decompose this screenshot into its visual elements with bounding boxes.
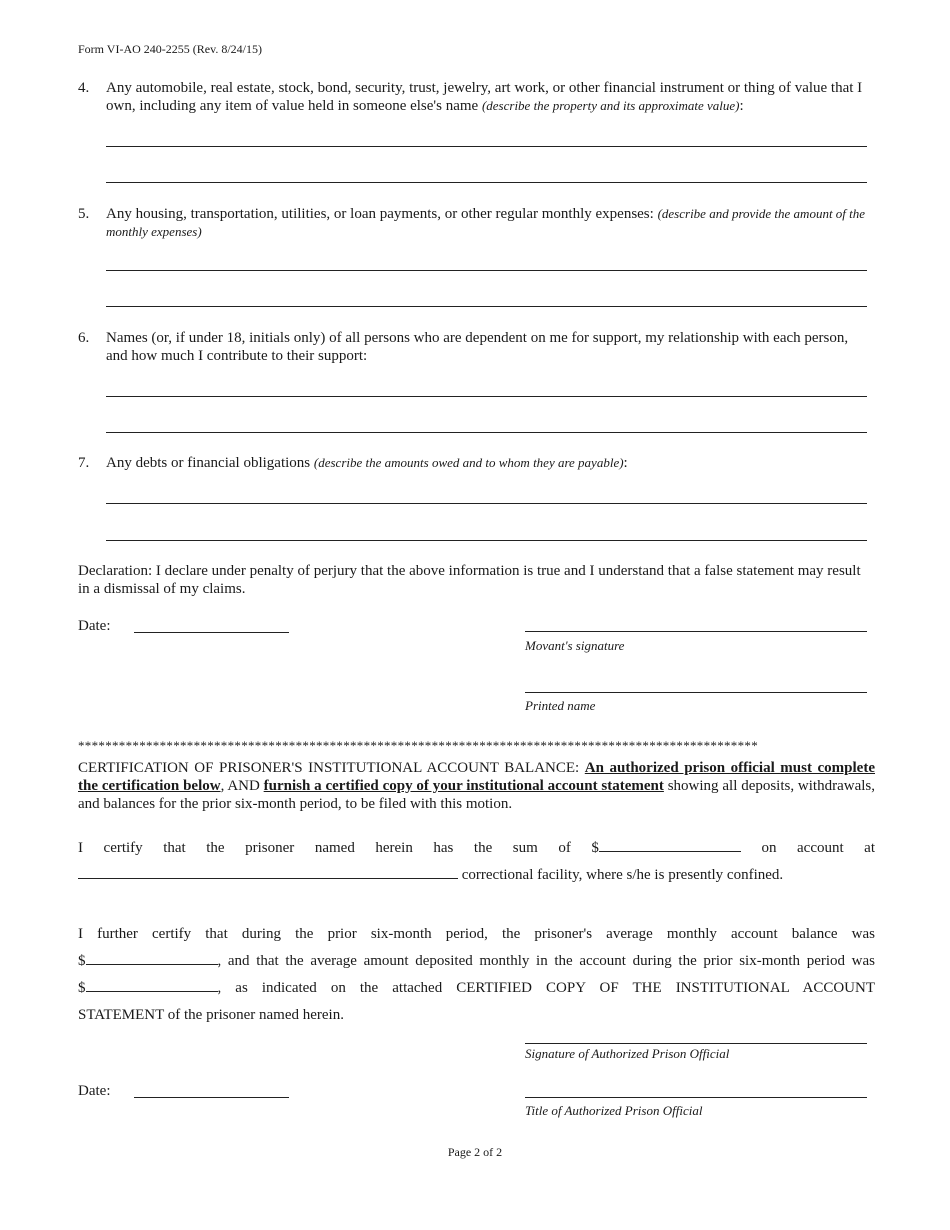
item-number: 5. — [78, 206, 90, 222]
item-number: 6. — [78, 330, 90, 346]
date-field[interactable] — [134, 632, 289, 633]
answer-line[interactable] — [106, 306, 867, 307]
certify-average-line-4 — [78, 1002, 875, 1029]
answer-line[interactable] — [106, 503, 867, 504]
form-id: Form VI-AO 240-2255 (Rev. 8/24/15) — [78, 42, 262, 56]
item-7 — [78, 454, 868, 472]
declaration: Declaration: I declare under penalty of perjury that the above information is true and I understand that a false statement may result in a dismissal of my claims. — [78, 563, 861, 597]
item-number: 4. — [78, 80, 90, 96]
item-text: Any automobile, real estate, stock, bond, security, trust, jewelry, art work, or other financial instrument or thing of value that I own, including any item of value held in someone else's name — [106, 80, 863, 114]
official-signature-line[interactable] — [525, 1043, 867, 1044]
certification-rest: showing all deposits, withdrawals, and balances for the prior six-month period, to be filed with this motion. — [78, 778, 875, 812]
certification-paragraph — [78, 759, 875, 813]
item-4 — [78, 79, 868, 115]
average-deposit-field[interactable] — [86, 977, 218, 992]
dollar-sign: $ — [78, 980, 86, 996]
date-field[interactable] — [134, 1097, 289, 1098]
item-tail: : — [739, 98, 744, 114]
item-text: Names (or, if under 18, initials only) of all persons who are dependent on me for support, my relationship with each person, and how much I contribute to their support: — [106, 330, 849, 364]
item-instruction: (describe the amounts owed and to whom they are payable) — [313, 455, 624, 470]
answer-line[interactable] — [106, 540, 867, 541]
official-title-label: Title of Authorized Prison Official — [525, 1103, 703, 1118]
printed-name-label: Printed name — [525, 698, 596, 713]
certify-facility-line — [78, 862, 875, 889]
official-title-line[interactable] — [525, 1097, 867, 1098]
certify-statement-text: STATEMENT of the prisoner named herein. — [78, 1007, 344, 1023]
answer-line[interactable] — [106, 146, 867, 147]
item-number: 7. — [78, 455, 90, 471]
certification-mid: , AND — [220, 778, 264, 794]
certify-facility-text: correctional facility, where s/he is presently confined. — [458, 867, 784, 883]
movant-signature-line[interactable] — [525, 631, 867, 632]
printed-name-line[interactable] — [525, 692, 867, 693]
certification-instruction: An authorized prison official must complete the certification below — [78, 760, 875, 794]
item-instruction: (describe the property and its approximate value) — [481, 98, 740, 113]
certify-attached-text: , as indicated on the attached CERTIFIED COPY OF THE INSTITUTIONAL ACCOUNT — [217, 980, 875, 996]
movant-signature-label: Movant's signature — [525, 638, 625, 653]
certify-average-line-1 — [78, 921, 875, 948]
item-5 — [78, 205, 868, 241]
certify-sum-line — [78, 835, 875, 862]
answer-line[interactable] — [106, 270, 867, 271]
certify-average-line-2 — [78, 948, 875, 975]
certify-sum-text: I certify that the prisoner named herein has the sum of $ — [78, 840, 599, 856]
certify-average-text: I further certify that during the prior six-month period, the prisoner's average monthly account balance was — [78, 926, 875, 942]
date-label: Date: — [78, 1083, 111, 1099]
item-text: Any housing, transportation, utilities, or loan payments, or other regular monthly expenses: — [106, 206, 658, 222]
item-instruction: (describe and provide the amount of the monthly expenses) — [106, 206, 866, 239]
certification-heading: CERTIFICATION OF PRISONER'S INSTITUTIONAL ACCOUNT BALANCE: — [78, 760, 585, 776]
official-signature-label: Signature of Authorized Prison Official — [525, 1046, 730, 1061]
certification-instruction-2: furnish a certified copy of your institutional account statement — [263, 778, 664, 794]
certify-average-line-3 — [78, 975, 875, 1002]
answer-line[interactable] — [106, 396, 867, 397]
item-text: Any debts or financial obligations — [106, 455, 314, 471]
page-number: Page 2 of 2 — [447, 1145, 503, 1159]
average-balance-field[interactable] — [86, 950, 218, 965]
item-tail: : — [623, 455, 628, 471]
item-6 — [78, 329, 868, 365]
sum-field[interactable] — [599, 837, 741, 852]
answer-line[interactable] — [106, 432, 867, 433]
divider-stars: **************************************************************************************************** — [78, 738, 758, 753]
answer-line[interactable] — [106, 182, 867, 183]
certify-sum-tail: on account at — [740, 840, 876, 856]
facility-field[interactable] — [78, 864, 458, 879]
date-label: Date: — [78, 618, 111, 634]
certify-deposit-text: , and that the average amount deposited monthly in the account during the prior six-month period was — [217, 953, 875, 969]
dollar-sign: $ — [78, 953, 86, 969]
